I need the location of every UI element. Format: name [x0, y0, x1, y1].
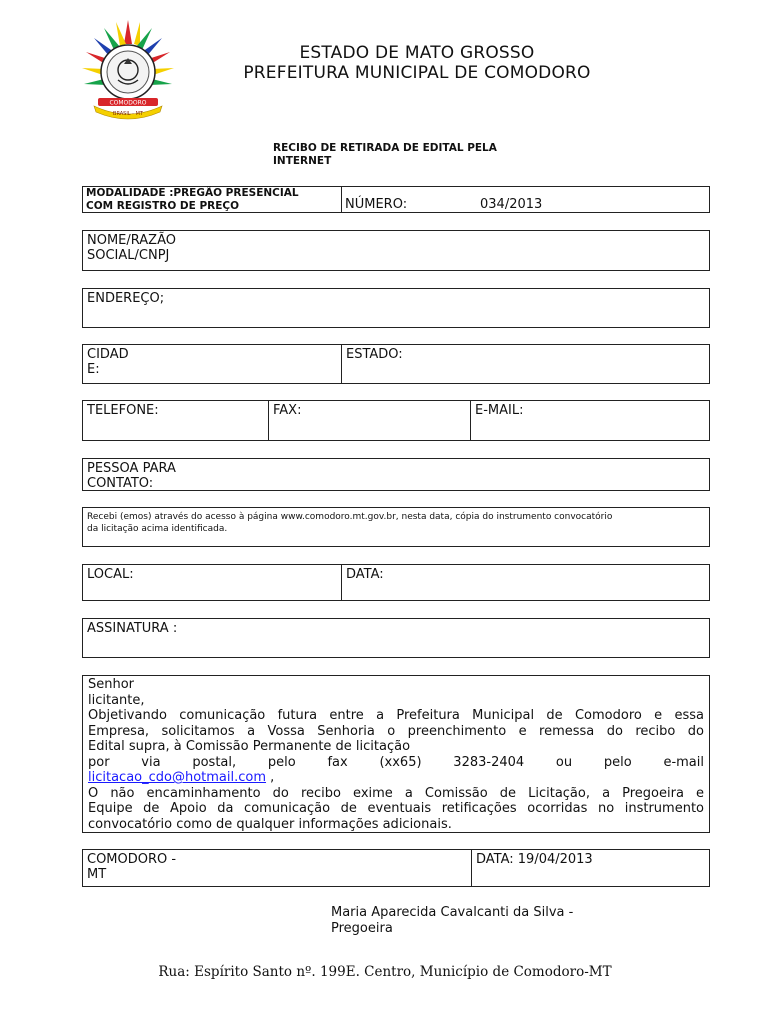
date-cell — [472, 850, 709, 886]
nome-razao-field[interactable] — [82, 230, 710, 271]
date-value: DATA: 19/04/2013 — [476, 852, 593, 867]
estado-field[interactable] — [342, 345, 709, 383]
footer-address: Rua: Espírito Santo nº. 199E. Centro, Município de Comodoro-MT — [158, 964, 612, 980]
modalidade-row — [82, 186, 710, 213]
msg-line8: O não encaminhamento do recibo exime a Comissão de Licitação, a Pregoeira e — [88, 785, 704, 801]
cidade-line1: CIDAD — [87, 347, 129, 362]
logo-band-text: COMODORO — [109, 99, 147, 107]
contato-field[interactable] — [82, 458, 710, 491]
cidade-estado-row — [82, 344, 710, 384]
doc-title-line1: RECIBO DE RETIRADA DE EDITAL PELA — [273, 142, 497, 154]
cidade-field[interactable] — [83, 345, 341, 383]
msg-line5: Edital supra, à Comissão Permanente de licitação — [88, 739, 411, 754]
municipal-logo — [76, 14, 180, 122]
receipt-line2: da licitação acima identificada. — [87, 524, 228, 534]
local-label: LOCAL: — [87, 567, 134, 582]
endereco-label: ENDEREÇO; — [87, 291, 165, 306]
receipt-line1: Recebi (emos) através do acesso à página www.comodoro.mt.gov.br, nesta data, cópia do instrumento convocatório — [87, 512, 613, 522]
msg-line1: Senhor — [88, 677, 135, 692]
msg-line3: Objetivando comunicação futura entre a Prefeitura Municipal de Comodoro e essa — [88, 708, 704, 723]
contato-line2: CONTATO: — [87, 476, 154, 491]
estado-label: ESTADO: — [346, 347, 403, 362]
doc-title-line2: INTERNET — [273, 155, 332, 167]
contato-line1: PESSOA PARA — [87, 461, 176, 476]
msg-after-link: , — [266, 770, 275, 785]
doc-title — [273, 142, 593, 168]
email-label: E-MAIL: — [475, 403, 524, 418]
assinatura-label: ASSINATURA : — [87, 621, 178, 636]
logo-ribbon-text: BRASIL - MT — [113, 111, 143, 117]
msg-line7 — [88, 770, 704, 786]
cidade-line2: E: — [87, 362, 100, 377]
local-data-row — [82, 564, 710, 601]
nome-line2: SOCIAL/CNPJ — [87, 248, 170, 263]
modalidade-line2: COM REGISTRO DE PREÇO — [86, 200, 240, 212]
endereco-field[interactable] — [82, 288, 710, 328]
city-date-row — [82, 849, 710, 887]
city-line1: COMODORO - — [87, 852, 177, 867]
signer-role: Pregoeira — [331, 921, 393, 936]
city-cell — [83, 850, 471, 886]
msg-line9: Equipe de Apoio da comunicação de eventuais retificações ocorridas no instrumento — [88, 801, 704, 816]
msg-line2: licitante, — [88, 692, 145, 708]
assinatura-field[interactable] — [82, 618, 710, 658]
modalidade-line1: MODALIDADE :PREGÃO PRESENCIAL — [86, 187, 299, 199]
receipt-statement — [82, 507, 710, 547]
modalidade-cell — [83, 187, 341, 212]
coat-of-arms-icon — [76, 14, 180, 122]
state-title: ESTADO DE MATO GROSSO — [299, 43, 535, 63]
local-field[interactable] — [83, 565, 341, 600]
nome-line1: NOME/RAZÃO — [87, 233, 176, 248]
telefone-label: TELEFONE: — [87, 403, 159, 418]
signature-block — [331, 905, 661, 937]
city-line2: MT — [87, 867, 107, 882]
fax-label: FAX: — [273, 403, 302, 418]
msg-line4: Empresa, solicitamos a Vossa Senhoria o preenchimento e remessa do recibo do — [88, 723, 704, 739]
email-field[interactable] — [471, 401, 709, 440]
prefecture-title: PREFEITURA MUNICIPAL DE COMODORO — [243, 63, 591, 83]
numero-value: 034/2013 — [480, 197, 543, 212]
numero-label: NÚMERO: — [345, 197, 408, 212]
fax-field[interactable] — [269, 401, 470, 440]
notice-message — [82, 675, 710, 833]
email-link[interactable]: licitacao_cdo@hotmail.com — [88, 770, 267, 785]
data-label: DATA: — [346, 567, 384, 582]
msg-line6: por via postal, pelo fax (xx65) 3283-2404 ou pelo e-mail — [88, 754, 704, 770]
telefone-field[interactable] — [83, 401, 268, 440]
contact-row — [82, 400, 710, 441]
numero-cell[interactable] — [342, 187, 709, 212]
msg-line10: convocatório como de qualquer informações adicionais. — [88, 816, 452, 832]
signer-name: Maria Aparecida Cavalcanti da Silva - — [331, 905, 574, 920]
data-field[interactable] — [342, 565, 709, 600]
